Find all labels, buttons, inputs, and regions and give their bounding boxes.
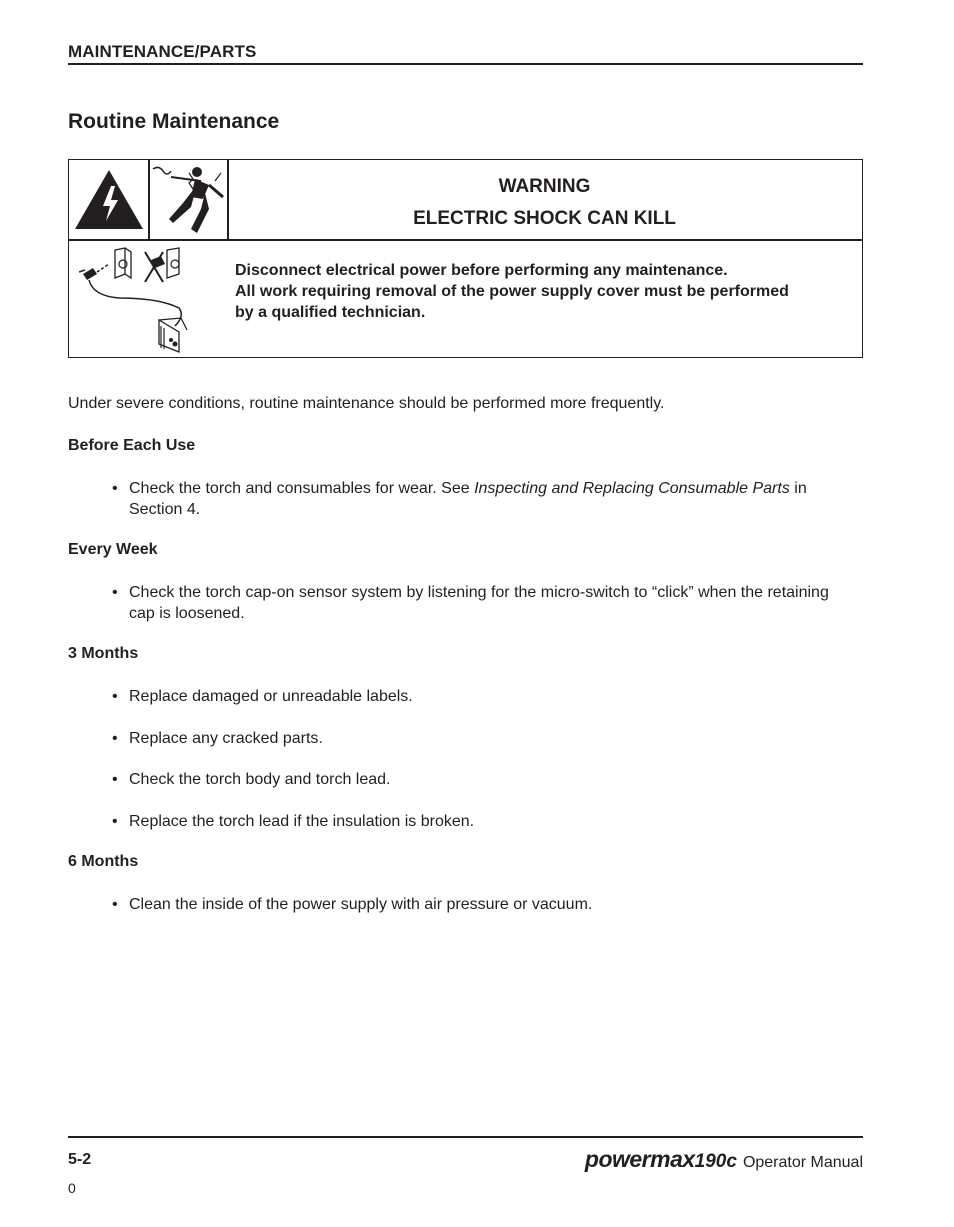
list-item xyxy=(112,582,857,624)
manual-title: Operator Manual xyxy=(742,1154,863,1171)
bullet-dot: • xyxy=(112,480,118,497)
list-item xyxy=(112,894,857,915)
unplug-power-icon xyxy=(79,246,199,359)
revision-number: 0 xyxy=(68,1180,76,1196)
bullet-dot: • xyxy=(112,813,118,830)
list-item xyxy=(112,769,857,790)
warning-line: Disconnect electrical power before performing any maintenance. xyxy=(235,262,728,279)
warning-line: All work requiring removal of the power supply cover must be performed xyxy=(235,283,789,300)
list-item-text: Replace any cracked parts. xyxy=(129,730,323,747)
header-rule xyxy=(68,63,863,65)
list-item xyxy=(112,811,857,832)
bullet-dot: • xyxy=(112,896,118,913)
list-item-text: Check the torch body and torch lead. xyxy=(129,771,391,788)
footer-rule xyxy=(68,1136,863,1138)
model-number: 190c xyxy=(694,1151,737,1172)
schedule-heading: 3 Months xyxy=(68,645,139,662)
brand-logo: powermax xyxy=(584,1146,695,1172)
intro-paragraph: Under severe conditions, routine maintenance should be performed more frequently. xyxy=(68,395,665,412)
list-item xyxy=(112,686,857,707)
bullet-dot: • xyxy=(112,688,118,705)
list-item-text: Clean the inside of the power supply with air pressure or vacuum. xyxy=(129,896,593,913)
high-voltage-warning-icon xyxy=(73,166,145,237)
warning-subtitle: ELECTRIC SHOCK CAN KILL xyxy=(413,208,676,229)
list-item-text: Replace the torch lead if the insulation is broken. xyxy=(129,813,475,830)
warning-box xyxy=(68,159,863,358)
list-item-text: Check the torch cap-on sensor system by listening for the micro-switch to “click” when the retaining cap is loosened. xyxy=(129,584,829,622)
list-item xyxy=(112,478,857,520)
list-item-text: Replace damaged or unreadable labels. xyxy=(129,688,413,705)
electrocution-figure-icon xyxy=(151,163,227,242)
icon-divider xyxy=(148,160,150,239)
list-item xyxy=(112,728,857,749)
page-number: 5-2 xyxy=(68,1151,92,1168)
page-title: Routine Maintenance xyxy=(68,110,280,133)
list-item-text: Check the torch and consumables for wear. See Inspecting and Replacing Consumable Parts in Section 4. xyxy=(129,480,807,518)
schedule-heading: Every Week xyxy=(68,541,158,558)
bullet-dot: • xyxy=(112,771,118,788)
schedule-heading: Before Each Use xyxy=(68,437,196,454)
warning-line: by a qualified technician. xyxy=(235,304,426,321)
section-header: MAINTENANCE/PARTS xyxy=(68,42,257,61)
warning-divider xyxy=(69,239,862,241)
footer-title xyxy=(585,1146,863,1173)
bullet-dot: • xyxy=(112,584,118,601)
schedule-heading: 6 Months xyxy=(68,853,139,870)
bullet-dot: • xyxy=(112,730,118,747)
warning-text xyxy=(235,260,845,323)
warning-title: WARNING xyxy=(498,176,591,197)
